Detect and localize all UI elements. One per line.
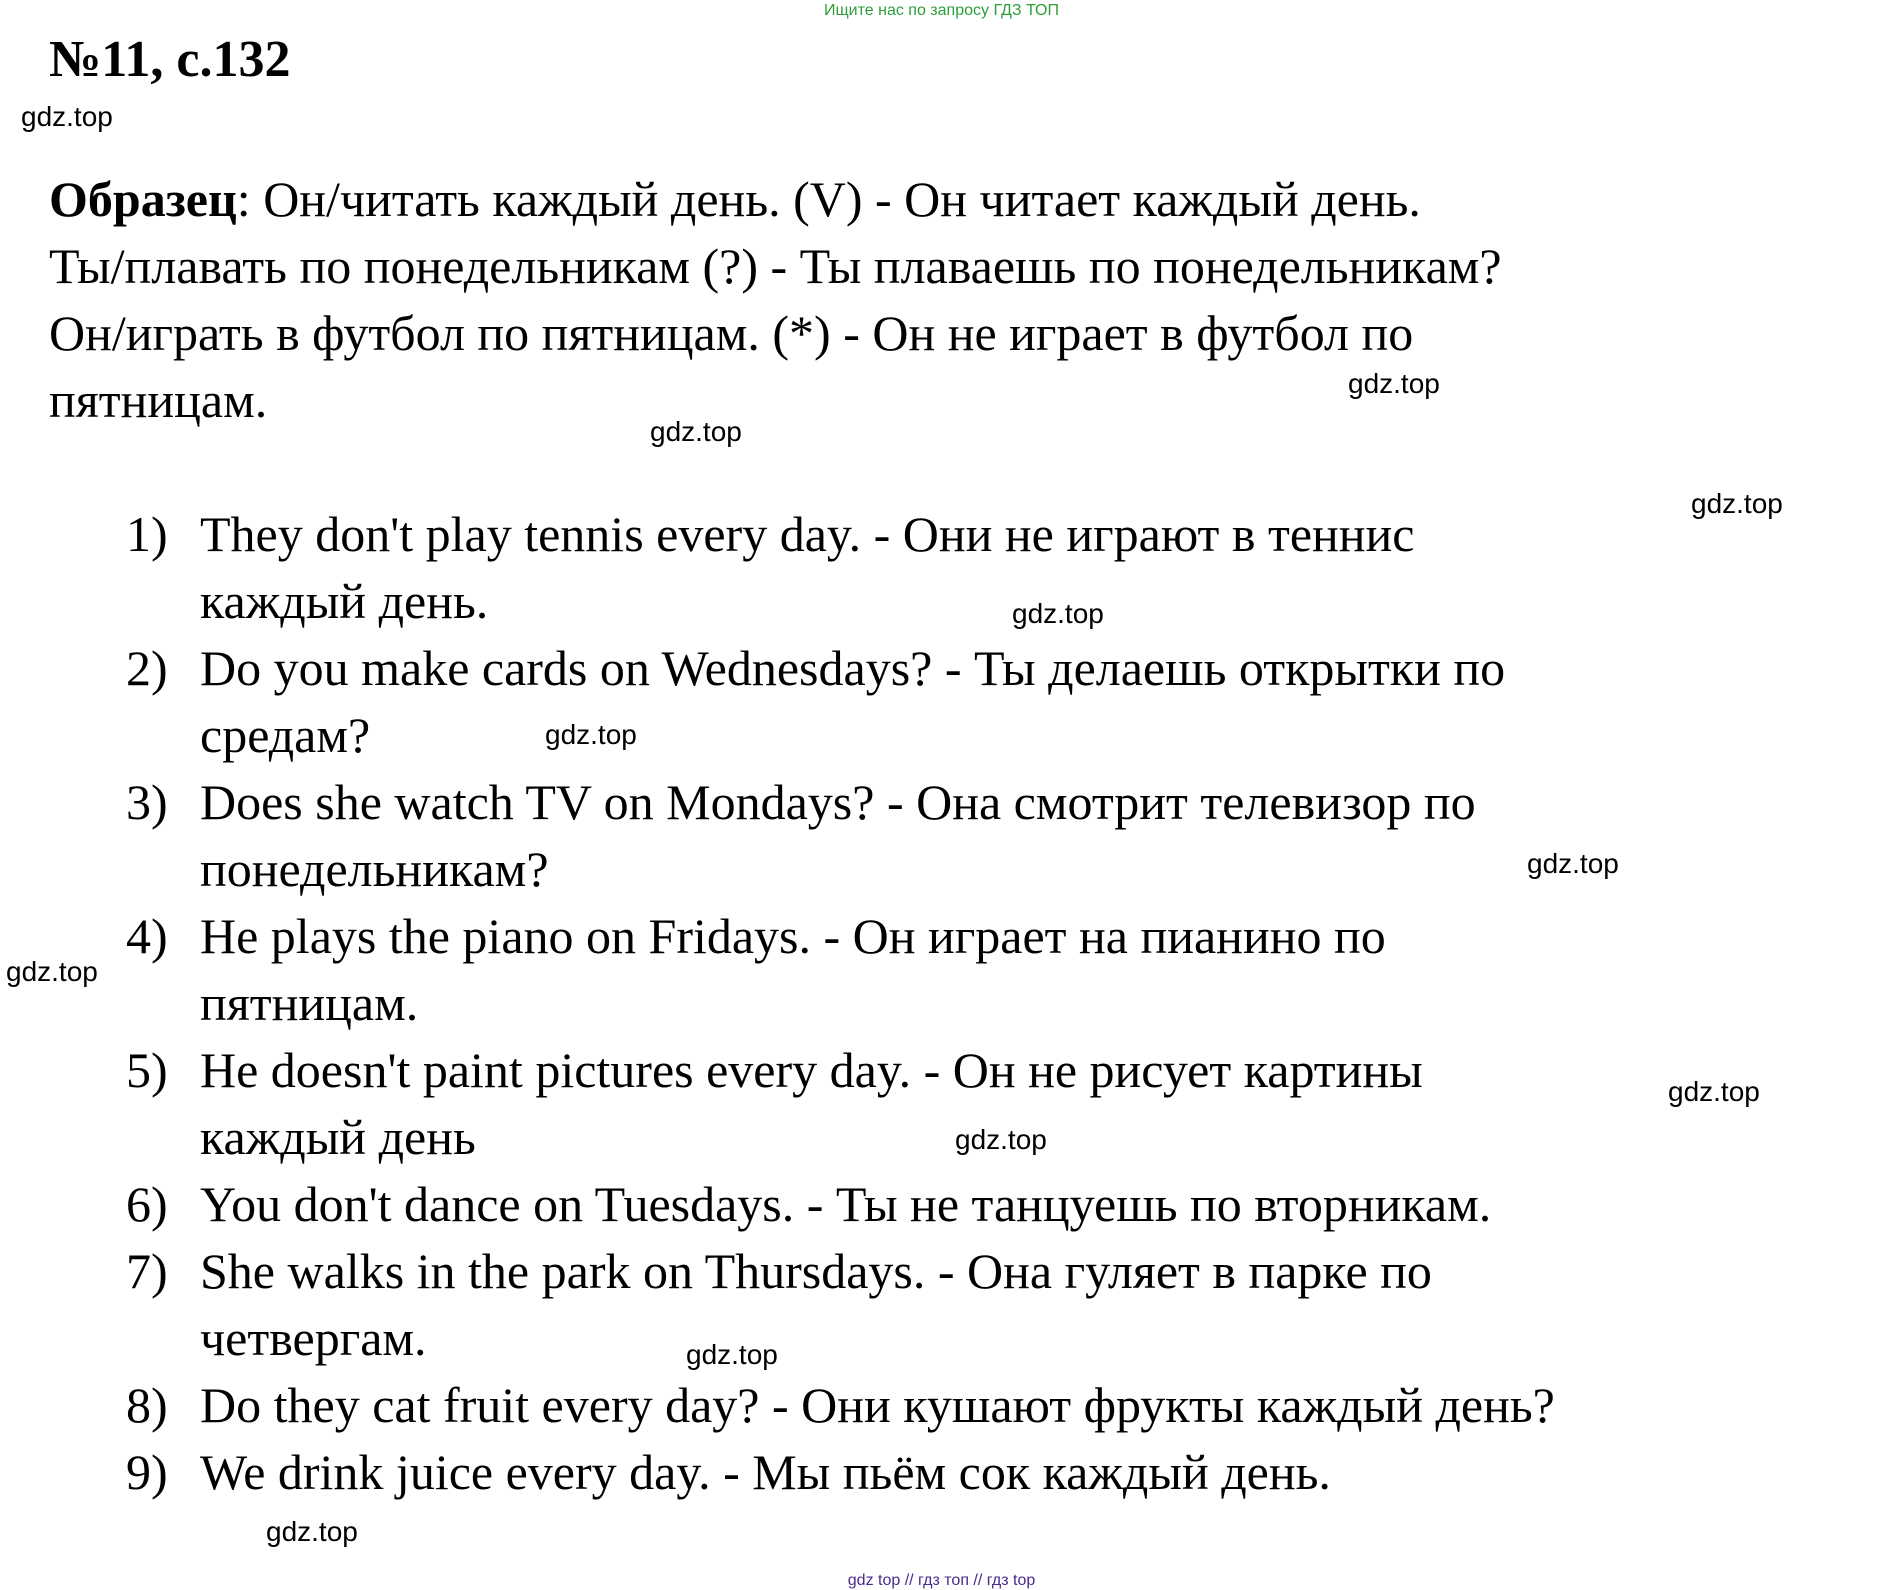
watermark: gdz.top [650,416,742,447]
top-notice[interactable]: Ищите нас по запросу ГДЗ ТОП [824,2,1059,19]
watermark: gdz.top [545,719,637,750]
watermark: gdz.top [1348,368,1440,399]
answer-number: 9) [126,1444,168,1500]
answer-text: Do they cat fruit every day? - Они кушают фрукты каждый день? [200,1377,1555,1433]
answer-text: He doesn't paint pictures every day. - Он не рисует картины [200,1042,1423,1098]
answer-number: 6) [126,1176,168,1232]
footer-links[interactable]: gdz top // гдз топ // гдз top [847,1572,1036,1589]
answer-text-continued: пятницам. [200,975,419,1031]
watermark: gdz.top [6,956,98,987]
watermark: gdz.top [1691,488,1783,519]
sample-label: Образец [49,171,237,227]
sample-line-1-text: : Он/читать каждый день. (V) - Он читает каждый день. [236,171,1421,227]
answer-number: 7) [126,1243,168,1299]
answer-text: Do you make cards on Wednesdays? - Ты делаешь открытки по [200,640,1506,696]
answer-number: 3) [126,774,168,830]
sample-line-4: пятницам. [49,372,268,428]
watermark: gdz.top [1668,1076,1760,1107]
watermark: gdz.top [1012,598,1104,629]
answer-number: 4) [126,908,168,964]
answer-text: He plays the piano on Fridays. - Он играет на пианино по [200,908,1386,964]
answer-text-continued: средам? [200,707,371,763]
watermark: gdz.top [1527,848,1619,879]
sample-line-2: Ты/плавать по понедельникам (?) - Ты плаваешь по понедельникам? [49,238,1502,294]
watermark: gdz.top [21,101,113,132]
answer-text-continued: четвергам. [200,1310,427,1366]
answer-text-continued: каждый день [200,1109,476,1165]
answer-number: 8) [126,1377,168,1433]
answer-text: You don't dance on Tuesdays. - Ты не танцуешь по вторникам. [200,1176,1492,1232]
answer-text: Does she watch TV on Mondays? - Она смотрит телевизор по [200,774,1476,830]
answer-text-continued: понедельникам? [200,841,549,897]
answer-number: 1) [126,506,168,562]
sample-line-3: Он/играть в футбол по пятницам. (*) - Он не играет в футбол по [49,305,1414,361]
watermark: gdz.top [266,1516,358,1547]
watermark: gdz.top [686,1339,778,1370]
answer-number: 5) [126,1042,168,1098]
watermark: gdz.top [955,1124,1047,1155]
answer-text: They don't play tennis every day. - Они не играют в теннис [200,506,1415,562]
answer-text: She walks in the park on Thursdays. - Она гуляет в парке по [200,1243,1432,1299]
answer-text-continued: каждый день. [200,573,489,629]
page-title: №11, с.132 [49,31,291,88]
answer-text: We drink juice every day. - Мы пьём сок каждый день. [200,1444,1331,1500]
answer-number: 2) [126,640,168,696]
